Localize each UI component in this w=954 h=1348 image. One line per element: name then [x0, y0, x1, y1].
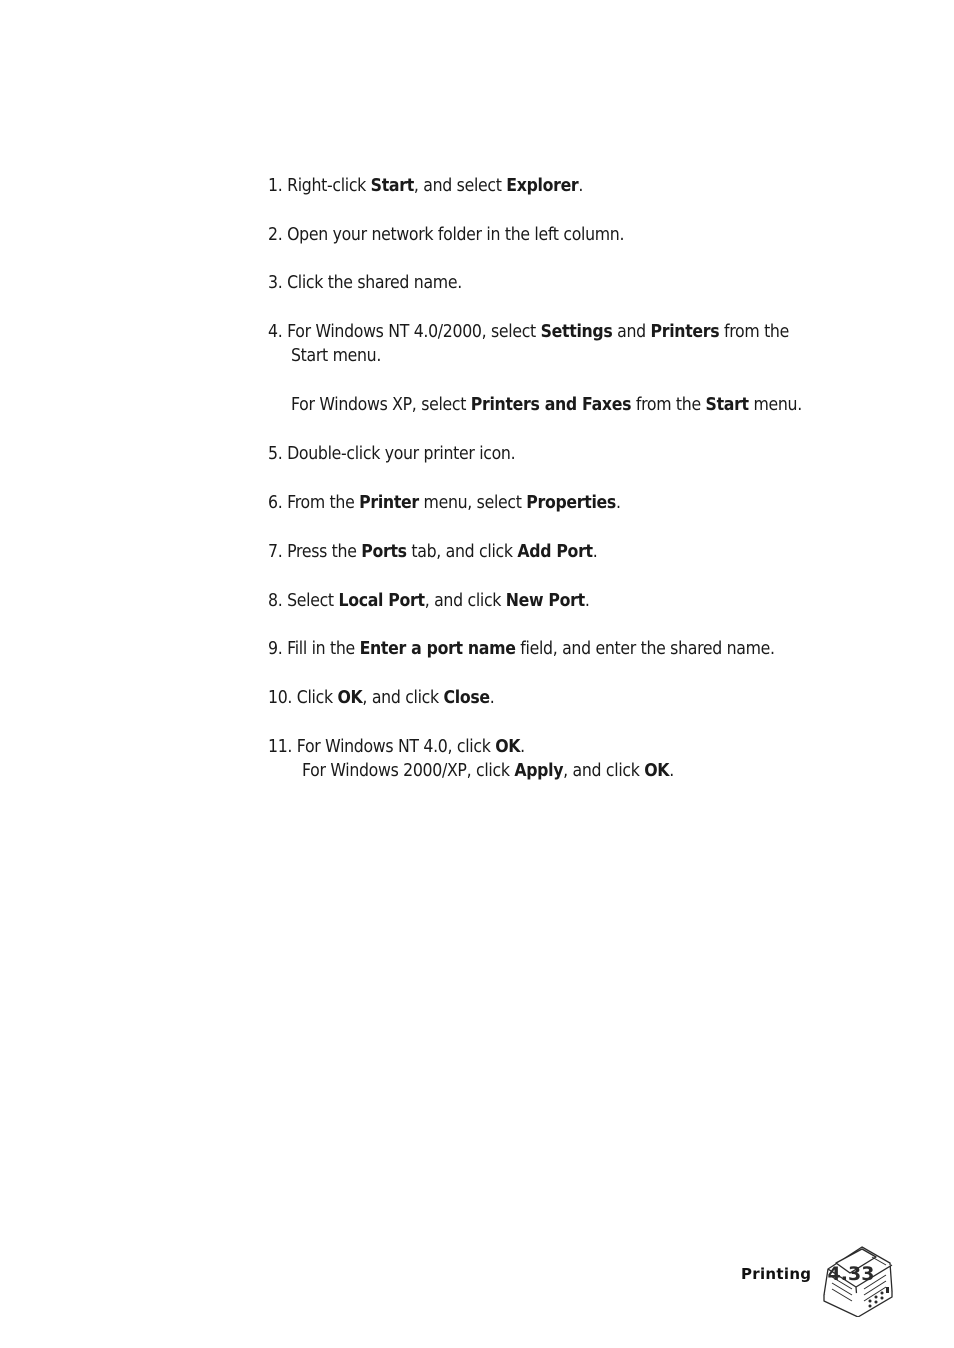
step-7: 7. Press the Ports tab, and click Add Port. [268, 542, 598, 562]
page-number: 4.33 [827, 1263, 875, 1285]
section-label: Printing [741, 1265, 812, 1283]
step-6: 6. From the Printer menu, select Properties. [268, 493, 621, 513]
step-8: 8. Select Local Port, and click New Port. [268, 591, 590, 611]
step-11: 11. For Windows NT 4.0, click OK. [268, 737, 525, 757]
step-4-continuation: Start menu. [291, 346, 382, 366]
step-3: 3. Click the shared name. [268, 273, 462, 293]
step-11-continuation: For Windows 2000/XP, click Apply, and click OK. [302, 761, 674, 781]
step-1: 1. Right-click Start, and select Explorer. [268, 176, 584, 196]
step-4-xp-note: For Windows XP, select Printers and Faxes from the Start menu. [291, 395, 802, 415]
step-4: 4. For Windows NT 4.0/2000, select Settings and Printers from the [268, 322, 789, 342]
step-10: 10. Click OK, and click Close. [268, 688, 495, 708]
step-9: 9. Fill in the Enter a port name field, and enter the shared name. [268, 639, 775, 659]
step-2: 2. Open your network folder in the left column. [268, 225, 625, 245]
step-5: 5. Double-click your printer icon. [268, 444, 516, 464]
